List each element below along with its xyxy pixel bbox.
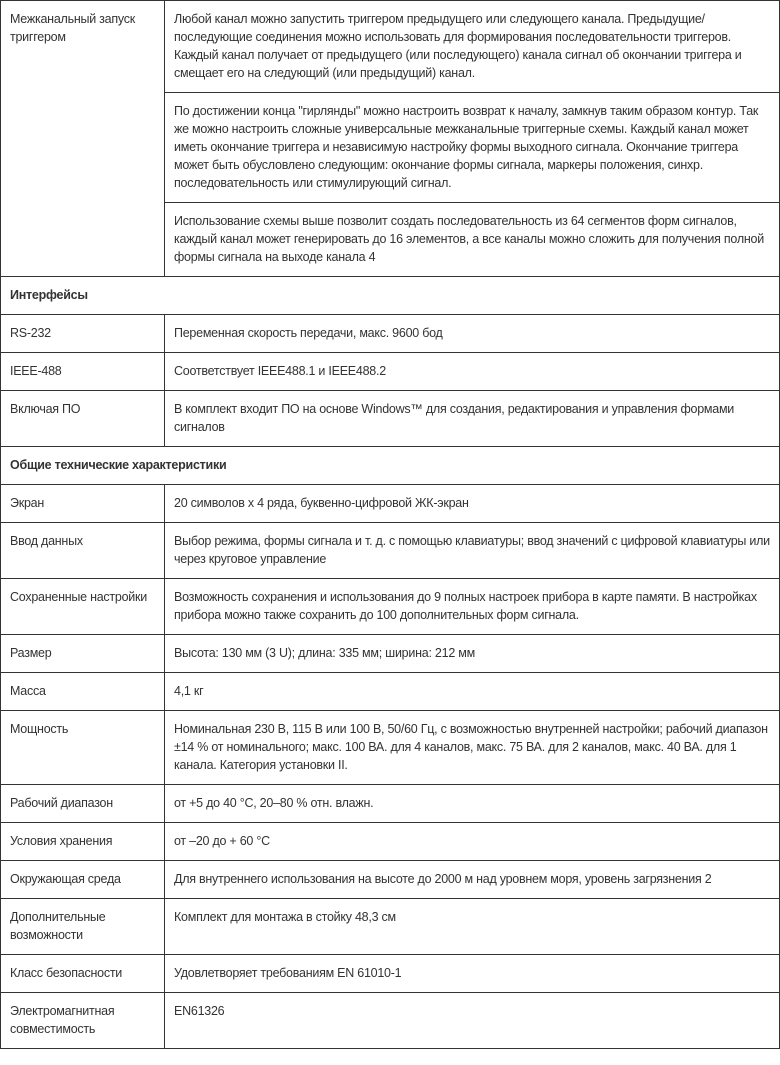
section-header-row (1, 447, 780, 485)
section-title-general-specs: Общие технические характеристики (1, 447, 780, 485)
row-value: EN61326 (165, 993, 780, 1049)
row-label: RS-232 (1, 315, 165, 353)
table-row (1, 635, 780, 673)
section-title-interfaces: Интерфейсы (1, 277, 780, 315)
row-value: Комплект для монтажа в стойку 48,3 см (165, 899, 780, 955)
table-row (1, 823, 780, 861)
row-value: Выбор режима, формы сигнала и т. д. с помощью клавиатуры; ввод значений с цифровой клавиатуры или через круговое управление (165, 523, 780, 579)
table-row (1, 579, 780, 635)
row-label: Класс безопасности (1, 955, 165, 993)
row-label: Масса (1, 673, 165, 711)
row-label: Ввод данных (1, 523, 165, 579)
row-label: Окружающая среда (1, 861, 165, 899)
row-value: Номинальная 230 В, 115 В или 100 В, 50/60 Гц, с возможностью внутренней настройки; рабочий диапазон ±14 % от номинального; макс. 100 ВА. для 4 каналов, макс. 75 ВА. для 2 каналов, макс. 40 ВА. для 1 канала. Категория установки II. (165, 711, 780, 785)
row-label: IEEE-488 (1, 353, 165, 391)
table-row (1, 993, 780, 1049)
table-row (1, 861, 780, 899)
row-value: от +5 до 40 °C, 20–80 % отн. влажн. (165, 785, 780, 823)
row-value: Возможность сохранения и использования до 9 полных настроек прибора в карте памяти. В настройках прибора можно также сохранить до 100 дополнительных форм сигнала. (165, 579, 780, 635)
row-label: Сохраненные настройки (1, 579, 165, 635)
row-label: Включая ПО (1, 391, 165, 447)
row-label: Электромагнитная совместимость (1, 993, 165, 1049)
table-row (1, 673, 780, 711)
row-value: В комплект входит ПО на основе Windows™ для создания, редактирования и управления формами сигналов (165, 391, 780, 447)
row-value: от –20 до + 60 °C (165, 823, 780, 861)
table-row (1, 523, 780, 579)
row-value: Высота: 130 мм (3 U); длина: 335 мм; ширина: 212 мм (165, 635, 780, 673)
row-value: Соответствует IEEE488.1 и IEEE488.2 (165, 353, 780, 391)
table-row (1, 353, 780, 391)
row-label: Мощность (1, 711, 165, 785)
row-value: 4,1 кг (165, 673, 780, 711)
section-header-row (1, 277, 780, 315)
table-row (1, 1, 780, 93)
table-row (1, 315, 780, 353)
row-value-paragraph: Использование схемы выше позволит создать последовательность из 64 сегментов форм сигналов, каждый канал может генерировать до 16 элементов, а все каналы можно сложить для получения полной формы сигнала на выходе канала 4 (165, 203, 780, 277)
row-label: Экран (1, 485, 165, 523)
row-label: Дополнительные возможности (1, 899, 165, 955)
table-row (1, 899, 780, 955)
row-value-paragraph: По достижении конца "гирлянды" можно настроить возврат к началу, замкнув таким образом контур. Так же можно настроить сложные универсальные межканальные триггерные схемы. Каждый канал может иметь окончание триггера и независимую настройку формы выходного сигнала. Окончание триггера может быть обусловлено следующим: окончание формы сигнала, маркеры положения, синхр. последовательность или стимулирующий сигнал. (165, 93, 780, 203)
table-row (1, 485, 780, 523)
row-value-paragraph: Любой канал можно запустить триггером предыдущего или следующего канала. Предыдущие/последующие соединения можно использовать для формирования последовательности триггеров. Каждый канал получает от предыдущего (или последующего) канала сигнал об окончании триггера и смещает его на следующий (или предыдущий) канал. (165, 1, 780, 93)
row-label: Размер (1, 635, 165, 673)
table-row (1, 785, 780, 823)
table-row (1, 711, 780, 785)
row-value: Переменная скорость передачи, макс. 9600 бод (165, 315, 780, 353)
row-label: Условия хранения (1, 823, 165, 861)
row-value: 20 символов x 4 ряда, буквенно-цифровой ЖК-экран (165, 485, 780, 523)
table-row (1, 955, 780, 993)
row-value: Удовлетворяет требованиям EN 61010-1 (165, 955, 780, 993)
row-value: Для внутреннего использования на высоте до 2000 м над уровнем моря, уровень загрязнения 2 (165, 861, 780, 899)
row-label-inter-channel-trigger: Межканальный запуск триггером (1, 1, 165, 277)
row-label: Рабочий диапазон (1, 785, 165, 823)
table-row (1, 391, 780, 447)
